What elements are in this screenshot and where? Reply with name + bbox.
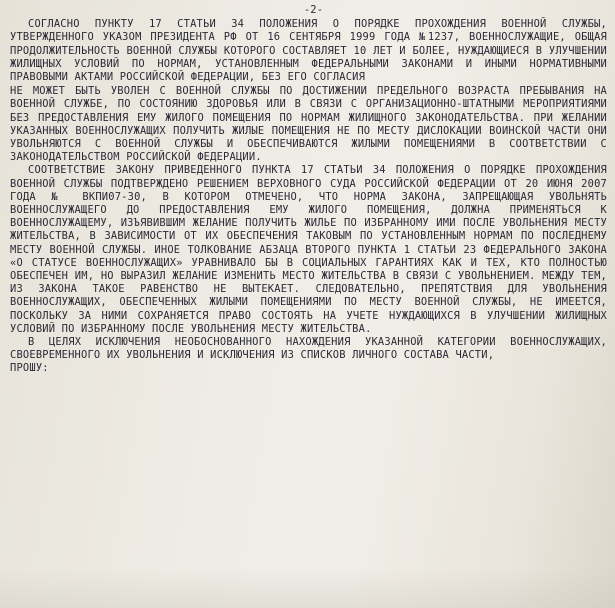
paragraph-4: В ЦЕЛЯХ ИСКЛЮЧЕНИЯ НЕОБОСНОВАННОГО НАХОЖДЕНИЯ УКАЗАННОЙ КАТЕГОРИИ ВОЕННОСЛУЖАЩИХ, СВОЕВРЕМЕННОГО ИХ УВОЛЬНЕНИЯ И ИСКЛЮЧЕНИЯ ИЗ СПИСКОВ ЛИЧНОГО СОСТАВА ЧАСТИ,	[10, 336, 607, 362]
paragraph-3: СООТВЕТСТВИЕ ЗАКОНУ ПРИВЕДЕННОГО ПУНКТА 17 СТАТЬИ 34 ПОЛОЖЕНИЯ О ПОРЯДКЕ ПРОХОЖДЕНИЯ ВОЕННОЙ СЛУЖБЫ ПОДТВЕРЖДЕНО РЕШЕНИЕМ ВЕРХОВНОГО СУДА РОССИЙСКОЙ ФЕДЕРАЦИИ ОТ 20 ИЮНЯ 2007 ГОДА № ВКПИ07-30, В КОТОРОМ ОТМЕЧЕНО, ЧТО НОРМА ЗАКОНА, ЗАПРЕЩАЮЩАЯ УВОЛЬНЯТЬ ВОЕННОСЛУЖАЩЕГО ДО ПРЕДОСТАВЛЕНИЯ ЕМУ ЖИЛОГО ПОМЕЩЕНИЯ, ДОЛЖНА ПРИМЕНЯТЬСЯ К ВОЕННОСЛУЖАЩЕМУ, ИЗЪЯВИВШИМ ЖЕЛАНИЕ ПОЛУЧИТЬ ЖИЛЬЕ ПО ИЗБРАННОМУ ИМИ ПОСЛЕ УВОЛЬНЕНИЯ МЕСТУ ЖИТЕЛЬСТВА, В ЗАВИСИМОСТИ ОТ ИХ ОБЕСПЕЧЕНИЯ ТАКОВЫМ ПО УСТАНОВЛЕННЫМ НОРМАМ ПО ПОСЛЕДНЕМУ МЕСТУ ВОЕННОЙ СЛУЖБЫ. ИНОЕ ТОЛКОВАНИЕ АБЗАЦА ВТОРОГО ПУНКТА 1 СТАТЬИ 23 ФЕДЕРАЛЬНОГО ЗАКОНА «О СТАТУСЕ ВОЕННОСЛУЖАЩИХ» УРАВНИВАЛО БЫ В СОЦИАЛЬНЫХ ГАРАНТИЯХ КАК И ТЕХ, КТО ПОЛНОСТЬЮ ОБЕСПЕЧЕН ИМ, НО ВЫРАЗИЛ ЖЕЛАНИЕ ИЗМЕНИТЬ МЕСТО ЖИТЕЛЬСТВА В СВЯЗИ С УВОЛЬНЕНИЕМ. МЕЖДУ ТЕМ, ИЗ ЗАКОНА ТАКОЕ РАВЕНСТВО НЕ ВЫТЕКАЕТ. СЛЕДОВАТЕЛЬНО, ПРЕПЯТСТВИЯ ДЛЯ УВОЛЬНЕНИЯ ВОЕННОСЛУЖАЩИХ, ОБЕСПЕЧЕННЫХ ЖИЛЫМИ ПОМЕЩЕНИЯМИ ПО МЕСТУ ВОЕННОЙ СЛУЖБЫ, НЕ ИМЕЕТСЯ, ПОСКОЛЬКУ ЗА НИМИ СОХРАНЯЕТСЯ ПРАВО СОСТОЯТЬ НА УЧЕТЕ НУЖДАЮЩИХСЯ В УЛУЧШЕНИИ ЖИЛИЩНЫХ УСЛОВИЙ ПО ИЗБРАННОМУ ПОСЛЕ УВОЛЬНЕНИЯ МЕСТУ ЖИТЕЛЬСТВА.	[10, 164, 607, 335]
paragraph-1: СОГЛАСНО ПУНКТУ 17 СТАТЬИ 34 ПОЛОЖЕНИЯ О ПОРЯДКЕ ПРОХОЖДЕНИЯ ВОЕННОЙ СЛУЖБЫ, УТВЕРЖДЕННОГО УКАЗОМ ПРЕЗИДЕНТА РФ ОТ 16 СЕНТЯБРЯ 1999 ГОДА №1237, ВОЕННОСЛУЖАЩИЕ, ОБЩАЯ ПРОДОЛЖИТЕЛЬНОСТЬ ВОЕННОЙ СЛУЖБЫ КОТОРОГО СОСТАВЛЯЕТ 10 ЛЕТ И БОЛЕЕ, НУЖДАЮЩИЕСЯ В УЛУЧШЕНИИ ЖИЛИЩНЫХ УСЛОВИЙ ПО НОРМАМ, УСТАНОВЛЕННЫМ ФЕДЕРАЛЬНЫМИ ЗАКОНАМИ И ИНЫМИ НОРМАТИВНЫМИ ПРАВОВЫМИ АКТАМИ РОССИЙСКОЙ ФЕДЕРАЦИИ, БЕЗ ЕГО СОГЛАСИЯ	[10, 18, 607, 84]
paragraph-5-request: ПРОШУ:	[10, 362, 49, 375]
paragraph-2: НЕ МОЖЕТ БЫТЬ УВОЛЕН С ВОЕННОЙ СЛУЖБЫ ПО ДОСТИЖЕНИИ ПРЕДЕЛЬНОГО ВОЗРАСТА ПРЕБЫВАНИЯ НА ВОЕННОЙ СЛУЖБЕ, ПО СОСТОЯНИЮ ЗДОРОВЬЯ ИЛИ В СВЯЗИ С ОРГАНИЗАЦИОННО-ШТАТНЫМИ МЕРОПРИЯТИЯМИ БЕЗ ПРЕДОСТАВЛЕНИЯ ЕМУ ЖИЛОГО ПОМЕЩЕНИЯ ПО НОРМАМ ЖИЛИЩНОГО ЗАКОНОДАТЕЛЬСТВА. ПРИ ЖЕЛАНИИ УКАЗАННЫХ ВОЕННОСЛУЖАЩИХ ПОЛУЧИТЬ ЖИЛЫЕ ПОМЕЩЕНИЯ НЕ ПО МЕСТУ ДИСЛОКАЦИИ ВОИНСКОЙ ЧАСТИ ОНИ УВОЛЬНЯЮТСЯ С ВОЕННОЙ СЛУЖБЫ И ОБЕСПЕЧИВАЮТСЯ ЖИЛЫМИ ПОМЕЩЕНИЯМИ В СООТВЕТСТВИИ С ЗАКОНОДАТЕЛЬСТВОМ РОССИЙСКОЙ ФЕДЕРАЦИИ.	[10, 85, 607, 164]
page-number: -2-	[303, 4, 324, 16]
